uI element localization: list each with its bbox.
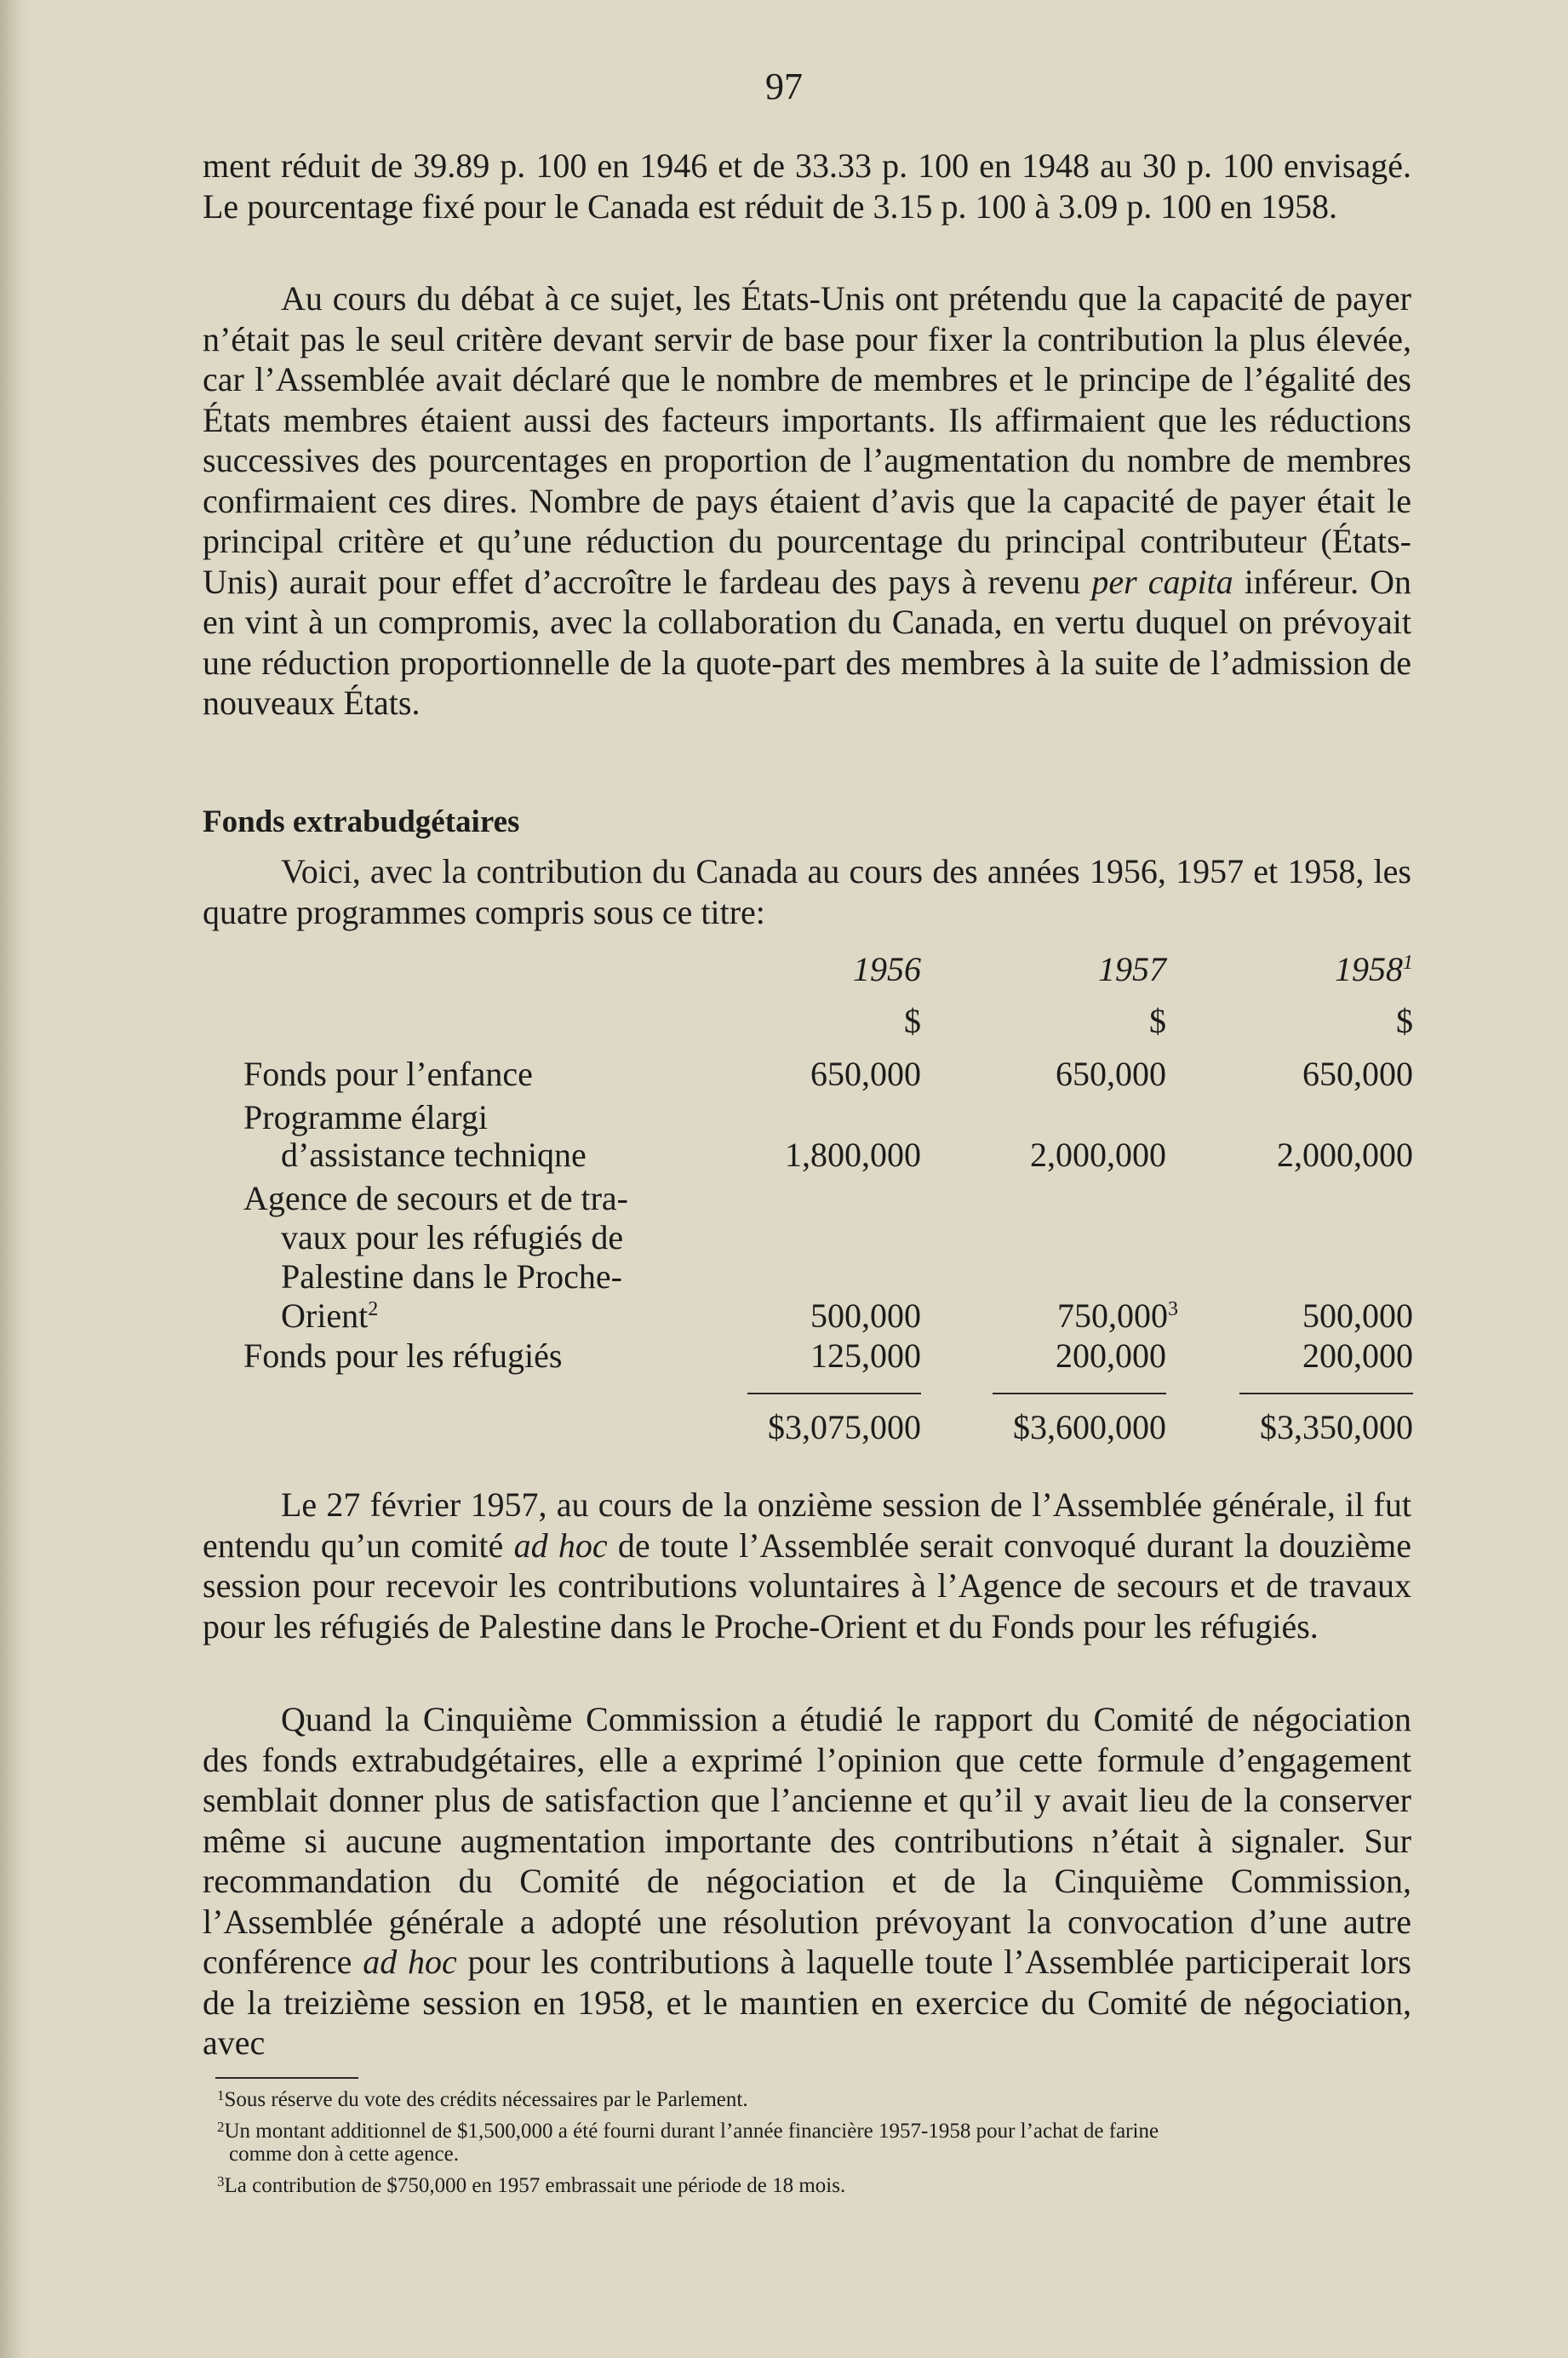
footnote-ref: 1 — [1403, 952, 1413, 974]
paragraph-text: inféreur. On en vint à un compromis, avec la collaboration du Canada, en vertu duquel on prévoyait une réduction proportionnelle de la quote-part des membres à la suite de l’admission de nouveaux États. — [203, 562, 1412, 722]
paragraph-intro-table — [203, 851, 1411, 932]
table-year-header: 1957 — [1098, 950, 1166, 988]
paragraph-feb-1957 — [203, 1485, 1411, 1646]
paragraph-text: pour les contributions à laquelle toute l’Assemblée participerait lors de la treizième session en 1958, et le maıntien en exercice du Comité de négociation, avec — [203, 1943, 1411, 2062]
table-row-label: Orient$^2$ — [281, 1296, 379, 1335]
table-year-header: 1958$^1$ — [1335, 950, 1413, 988]
page-number: 97 — [765, 66, 803, 107]
paragraph-text: ment réduit de 39.89 p. 100 en 1946 et de 33.33 p. 100 en 1948 au 30 p. 100 envisagé. Le pourcentage fixé pour le Canada est réduit de 3.15 p. 100 à 3.09 p. 100 en 1958. — [203, 146, 1411, 226]
table-currency-symbol: $ — [1396, 1002, 1413, 1040]
footnote: $^2$Un montant additionnel de $1,500,000 a été fourni durant l’année financière 1957-1958 pour l’achat de farine comme don à cette agence. — [217, 2119, 1159, 2166]
table-year-header: 1956 — [853, 950, 921, 988]
table-cell: 650,000 — [1056, 1055, 1166, 1093]
table-total: $3,600,000 — [1013, 1408, 1166, 1446]
table-row-label: Fonds pour l’enfance — [243, 1055, 533, 1093]
table-row-label: Fonds pour les réfugiés — [243, 1336, 563, 1375]
paragraph-text: Voici, avec la contribution du Canada au cours des années 1956, 1957 et 1958, les quatre programmes compris sous ce titre: — [203, 852, 1411, 931]
table-row-label: Programme élargi — [243, 1098, 488, 1136]
paragraph-text: Quand la Cinquième Commission a étudié le rapport du Comité de négociation des fonds extrabudgétaires, elle a exprimé l’opinion que cette formule d’engagement semblait donner plus de satisfaction que l’ancienne et qu’il y avait lieu de la conserver même si aucune augmentation importante des contributions n’était à signaler. Sur recommandation du Comité de négociation et de la Cinquième Commission, l’Assemblée générale a adopté une résolution prévoyant la convocation d’une autre conférence — [203, 1700, 1411, 1981]
footnote-rule — [215, 2077, 358, 2079]
table-total: $3,075,000 — [768, 1408, 921, 1446]
section-heading: Fonds extrabudgétaires — [203, 804, 520, 839]
paragraph-text: Au cours du débat à ce sujet, les États-Unis ont prétendu que la capacité de payer n’était pas le seul critère devant servir de base pour fixer la contribution la plus élevée, car l’Assemblée avait déclaré que le nombre de membres et le principe de l’égalité des États membres étaient aussi des facteurs importants. Ils affirmaient que les réductions successives des pourcentages en proportion de l’augmentation du nombre de membres confirmaient ces dires. Nombre de pays étaient d’avis que la capacité de payer était le principal critère et qu’une réduction du pourcentage du principal contributeur (États-Unis) aurait pour effet d’accroître le fardeau des pays à revenu — [203, 279, 1411, 601]
table-row-label: Agence de secours et de tra- — [243, 1179, 628, 1217]
footnote-mark: 2 — [217, 2119, 225, 2135]
table-cell: 2,000,000 — [1030, 1136, 1166, 1174]
total-rule — [993, 1393, 1166, 1394]
table-cell: 200,000 — [1302, 1336, 1413, 1375]
table-cell: 750,000$^3$ — [1057, 1296, 1178, 1335]
total-rule — [1239, 1393, 1413, 1394]
table-row-label: Palestine dans le Proche- — [281, 1257, 622, 1296]
table-cell: 2,000,000 — [1277, 1136, 1413, 1174]
paragraph-text: de toute l’Assemblée serait convoqué durant la douzième session pour recevoir les contributions voluntaires à l’Agence de secours et de travaux pour les réfugiés de Palestine dans le Proche-Orient et du Fonds pour les réfugiés. — [203, 1525, 1411, 1645]
book-spine-shadow — [0, 0, 29, 2358]
italic-term: ad hoc — [513, 1525, 608, 1565]
table-currency-symbol: $ — [904, 1002, 921, 1040]
footnote-ref: 2 — [368, 1298, 379, 1320]
paragraph-debate — [203, 278, 1411, 724]
table-cell: 500,000 — [810, 1296, 921, 1335]
table-row-label: d’assistance techniqne — [281, 1136, 587, 1174]
footnote-ref: 3 — [1168, 1298, 1178, 1320]
footnotes — [217, 2088, 1424, 2206]
table-currency-symbol: $ — [1149, 1002, 1166, 1040]
table-row-label: vaux pour les réfugiés de — [281, 1218, 624, 1256]
paragraph-continuation — [203, 146, 1411, 226]
table-cell: 125,000 — [810, 1336, 921, 1375]
table-cell: 200,000 — [1056, 1336, 1166, 1375]
italic-term: per capita — [1091, 562, 1233, 601]
italic-term: ad hoc — [363, 1943, 457, 1981]
footnote-mark: 3 — [217, 2173, 225, 2189]
paragraph-text: Le 27 février 1957, au cours de la onzième session de l’Assemblée générale, il fut entendu qu’un comité — [203, 1485, 1411, 1565]
table-total: $3,350,000 — [1260, 1408, 1413, 1446]
table-cell: 500,000 — [1302, 1296, 1413, 1335]
footnote: $^1$Sous réserve du vote des crédits nécessaires par le Parlement. — [217, 2087, 748, 2111]
total-rule — [747, 1393, 921, 1394]
table-cell: 650,000 — [1302, 1055, 1413, 1093]
footnote: $^3$La contribution de $750,000 en 1957 embrassait une période de 18 mois. — [217, 2173, 846, 2197]
table-cell: 650,000 — [810, 1055, 921, 1093]
footnote-mark: 1 — [217, 2087, 225, 2103]
paragraph-fifth-commission — [203, 1699, 1411, 2063]
table-cell: 1,800,000 — [785, 1136, 921, 1174]
